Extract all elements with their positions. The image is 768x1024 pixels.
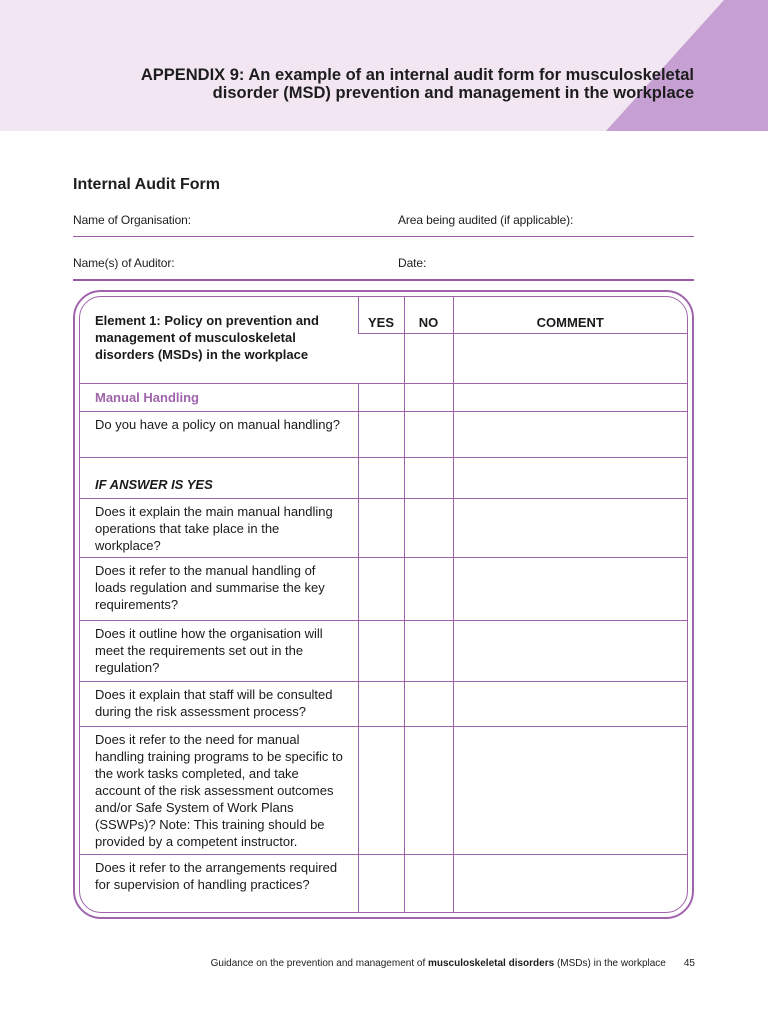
comment-cell[interactable] — [453, 726, 687, 854]
yes-cell[interactable] — [358, 726, 404, 854]
question-training: Does it refer to the need for manual handling training programs to be specific to the work tasks completed, and take account of the risk assessment outcomes and/or Safe System of Work Plans (SSWPs)? Note: This training should be provided by a competent instructor. — [80, 726, 358, 854]
organisation-name-label: Name of Organisation: — [73, 213, 191, 227]
table-row — [80, 726, 687, 854]
comment-column-header: COMMENT — [453, 296, 687, 333]
comment-cell[interactable] — [453, 383, 687, 411]
yes-cell[interactable] — [358, 411, 404, 457]
footer-text-bold: musculoskeletal disorders — [428, 958, 555, 969]
auditor-name-label: Name(s) of Auditor: — [73, 256, 175, 270]
table-header-row — [80, 296, 687, 333]
comment-cell[interactable] — [453, 557, 687, 620]
comment-cell[interactable] — [453, 854, 687, 913]
area-audited-label: Area being audited (if applicable): — [398, 213, 574, 227]
yes-cell[interactable] — [358, 333, 404, 383]
yes-cell[interactable] — [358, 457, 404, 498]
page-number: 45 — [683, 958, 695, 969]
question-policy: Do you have a policy on manual handling? — [80, 411, 358, 457]
audit-table — [80, 296, 687, 913]
comment-cell[interactable] — [453, 411, 687, 457]
comment-cell[interactable] — [453, 498, 687, 557]
footer-text-start: Guidance on the prevention and management of — [210, 958, 428, 969]
question-supervision: Does it refer to the arrangements required for supervision of handling practices? — [95, 859, 338, 892]
table-row — [80, 681, 687, 726]
yes-cell[interactable] — [358, 681, 404, 726]
question-consultation: Does it explain that staff will be consulted during the risk assessment process? — [80, 681, 358, 726]
no-cell[interactable] — [404, 457, 453, 498]
comment-cell[interactable] — [453, 620, 687, 681]
question-requirements: Does it outline how the organisation will meet the requirements set out in the regulation? — [80, 620, 358, 681]
no-cell[interactable] — [404, 383, 453, 411]
no-cell[interactable] — [404, 333, 453, 383]
no-cell[interactable] — [404, 681, 453, 726]
section-manual-handling: Manual Handling — [80, 383, 358, 411]
no-cell[interactable] — [404, 854, 453, 913]
comment-cell[interactable] — [453, 457, 687, 498]
yes-cell[interactable] — [358, 383, 404, 411]
table-row — [80, 383, 687, 411]
comment-cell[interactable] — [453, 333, 687, 383]
page-footer — [211, 958, 695, 969]
page-title-line-2: disorder (MSD) prevention and management in the workplace — [212, 84, 694, 102]
yes-cell[interactable] — [358, 620, 404, 681]
date-label: Date: — [398, 256, 427, 270]
table-row — [80, 854, 687, 913]
footer-text-end: (MSDs) in the workplace — [554, 958, 666, 969]
no-column-header: NO — [404, 296, 453, 333]
no-cell[interactable] — [404, 411, 453, 457]
auditor-field-line[interactable] — [73, 279, 694, 281]
question-regulation: Does it refer to the manual handling of loads regulation and summarise the key requirements? — [80, 557, 358, 620]
page-title — [54, 66, 694, 102]
yes-cell[interactable] — [358, 498, 404, 557]
form-title: Internal Audit Form — [73, 176, 220, 193]
page-title-line-1: APPENDIX 9: An example of an internal audit form for musculoskeletal — [140, 66, 694, 84]
yes-cell[interactable] — [358, 557, 404, 620]
table-row — [80, 498, 687, 557]
table-row — [80, 620, 687, 681]
organisation-field-line[interactable] — [73, 236, 694, 237]
table-row — [80, 457, 687, 498]
table-row — [80, 557, 687, 620]
subheading-if-yes: IF ANSWER IS YES — [80, 457, 358, 498]
no-cell[interactable] — [404, 498, 453, 557]
no-cell[interactable] — [404, 557, 453, 620]
element-heading: Element 1: Policy on prevention and management of musculoskeletal disorders (MSDs) in the workplace — [80, 296, 358, 383]
no-cell[interactable] — [404, 620, 453, 681]
comment-cell[interactable] — [453, 681, 687, 726]
yes-column-header: YES — [358, 296, 404, 333]
yes-cell[interactable] — [358, 854, 404, 913]
table-row — [80, 411, 687, 457]
no-cell[interactable] — [404, 726, 453, 854]
question-operations: Does it explain the main manual handling operations that take place in the workplace? — [80, 498, 358, 557]
